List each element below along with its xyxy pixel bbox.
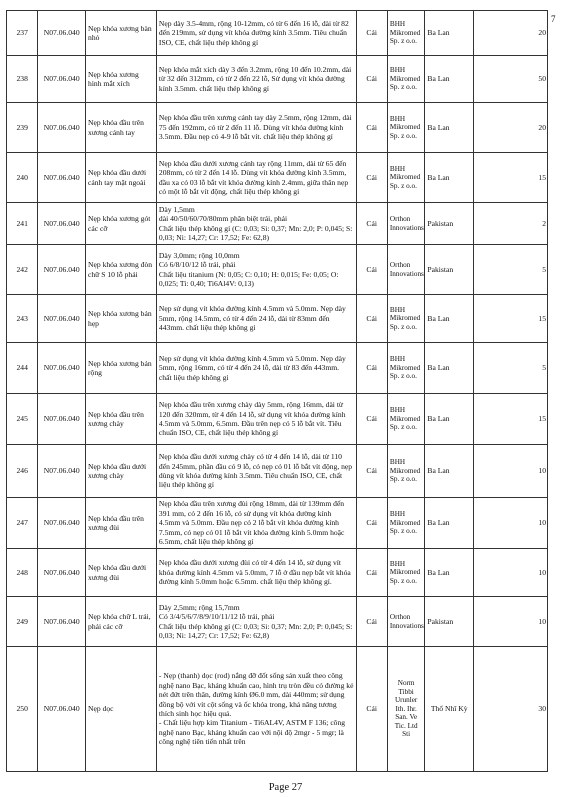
unit: Cái xyxy=(356,245,387,295)
row-number: 244 xyxy=(7,343,38,394)
table-row xyxy=(7,343,548,394)
page-number: Page 27 xyxy=(268,782,303,793)
unit: Cái xyxy=(356,498,387,549)
quantity: 30 xyxy=(474,647,548,772)
table-row xyxy=(7,647,548,772)
item-description: Dày 1,5mm dài 40/50/60/70/80mm phân biệt trái, phải Chất liệu thép không gỉ (C: 0,03; Si: 0,37; Mn: 2,0; P: 0,045; S: 0,03; Ni: 14,27; Cr: 17,52; Fe: 62,8) xyxy=(156,203,356,245)
item-description: Nẹp khóa đầu dưới xương cánh tay rộng 11mm, dài từ 65 đến 208mm, có từ 2 đến 14 lỗ. Dùng vít khóa đường kính 3.5mm, đầu xa có 03 lỗ bắt vít khóa đường kính 2.4mm, giữa thân nẹp có một lỗ bắt vít động, chất liệu thép không gỉ xyxy=(156,153,356,203)
quantity: 2 xyxy=(474,203,548,245)
unit: Cái xyxy=(356,445,387,498)
item-name: Nẹp khóa đầu trên xương cánh tay xyxy=(86,103,157,153)
quantity: 15 xyxy=(474,394,548,445)
country-of-origin: Ba Lan xyxy=(425,153,474,203)
item-code: N07.06.040 xyxy=(38,245,86,295)
item-code: N07.06.040 xyxy=(38,56,86,103)
row-number: 239 xyxy=(7,103,38,153)
item-code: N07.06.040 xyxy=(38,647,86,772)
row-number: 242 xyxy=(7,245,38,295)
manufacturer: BHH Mikromed Sp. z o.o. xyxy=(387,103,424,153)
manufacturer: BHH Mikromed Sp. z o.o. xyxy=(387,498,424,549)
item-code: N07.06.040 xyxy=(38,203,86,245)
manufacturer: BHH Mikromed Sp. z o.o. xyxy=(387,394,424,445)
unit: Cái xyxy=(356,295,387,343)
quantity: 10 xyxy=(474,597,548,647)
row-number: 247 xyxy=(7,498,38,549)
item-name: Nẹp khóa xương bàn nhỏ xyxy=(86,11,157,56)
manufacturer: BHH Mikromed Sp. z o.o. xyxy=(387,343,424,394)
item-description: Nẹp khóa đầu trên xương cánh tay dày 2.5mm, rộng 12mm, dài 75 đến 192mm, có từ 2 đến 11 lỗ. Dùng vít khóa đường kính 3.5mm. Đầu nẹp có 4-9 lỗ bắt vít. chất liệu thép không gỉ xyxy=(156,103,356,153)
table-row xyxy=(7,56,548,103)
country-of-origin: Ba Lan xyxy=(425,343,474,394)
item-name: Nẹp khóa xương hình mắt xích xyxy=(86,56,157,103)
table-row xyxy=(7,597,548,647)
country-of-origin: Ba Lan xyxy=(425,549,474,597)
item-description: Nẹp khóa đầu dưới xương đùi có từ 4 đến 14 lỗ, sử dụng vít khóa đường kính 4.5mm và 5.0mm, 7 lỗ ở đầu nẹp bắt vít khóa đường kính 5.0mm hoặc 6.5mm. chất liệu thép không gỉ. xyxy=(156,549,356,597)
item-name: Nẹp dọc xyxy=(86,647,157,772)
item-description: Nẹp khóa đầu trên xương đùi rộng 18mm, dài từ 139mm đến 391 mm, có 2 đến 16 lỗ, có sử dụng vít khóa đường kính 4.5mm và 5.0mm. Đầu nẹp có 2 lỗ bắt vít khóa đường kính 7.5mm, có nẹp có 01 lỗ bắt vít khóa đường kính 5.0mm hoặc 6.5mm, chất liệu thép không gỉ xyxy=(156,498,356,549)
item-name: Nẹp khóa đầu dưới xương đùi xyxy=(86,549,157,597)
manufacturer: BHH Mikromed Sp. z o.o. xyxy=(387,11,424,56)
table-body xyxy=(7,11,548,772)
row-number: 248 xyxy=(7,549,38,597)
row-number: 237 xyxy=(7,11,38,56)
item-description: Nẹp sử dụng vít khóa đường kính 4.5mm và 5.0mm. Nẹp dày 5mm, rộng 14.5mm, có từ 4 đến 24 lỗ, dài từ 83mm đến 443mm. chất liệu thép không gỉ xyxy=(156,295,356,343)
country-of-origin: Thổ Nhĩ Kỳ xyxy=(425,647,474,772)
row-number: 250 xyxy=(7,647,38,772)
item-name: Nẹp khóa đầu trên xương chày xyxy=(86,394,157,445)
quantity: 50 xyxy=(474,56,548,103)
country-of-origin: Ba Lan xyxy=(425,103,474,153)
row-number: 246 xyxy=(7,445,38,498)
manufacturer: BHH Mikromed Sp. z o.o. xyxy=(387,295,424,343)
unit: Cái xyxy=(356,597,387,647)
country-of-origin: Ba Lan xyxy=(425,445,474,498)
manufacturer: BHH Mikromed Sp. z o.o. xyxy=(387,56,424,103)
item-name: Nẹp khóa đầu trên xương đùi xyxy=(86,498,157,549)
row-number: 249 xyxy=(7,597,38,647)
unit: Cái xyxy=(356,56,387,103)
quantity: 5 xyxy=(474,245,548,295)
manufacturer: BHH Mikromed Sp. z o.o. xyxy=(387,153,424,203)
country-of-origin: Ba Lan xyxy=(425,295,474,343)
unit: Cái xyxy=(356,343,387,394)
unit: Cái xyxy=(356,549,387,597)
country-of-origin: Pakistan xyxy=(425,245,474,295)
row-number: 238 xyxy=(7,56,38,103)
unit: Cái xyxy=(356,394,387,445)
row-number: 245 xyxy=(7,394,38,445)
item-name: Nẹp khóa xương gót các cỡ xyxy=(86,203,157,245)
quantity: 5 xyxy=(474,343,548,394)
country-of-origin: Ba Lan xyxy=(425,394,474,445)
quantity: 10 xyxy=(474,445,548,498)
table-row xyxy=(7,103,548,153)
item-code: N07.06.040 xyxy=(38,394,86,445)
item-code: N07.06.040 xyxy=(38,549,86,597)
item-code: N07.06.040 xyxy=(38,343,86,394)
item-name: Nẹp khóa xương đòn chữ S 10 lỗ phải xyxy=(86,245,157,295)
item-code: N07.06.040 xyxy=(38,11,86,56)
manufacturer: BHH Mikromed Sp. z o.o. xyxy=(387,445,424,498)
manufacturer: Orthon Innovations xyxy=(387,245,424,295)
quantity: 15 xyxy=(474,295,548,343)
item-description: Dày 2,5mm; rộng 15,7mm Có 3/4/5/6/7/8/9/10/11/12 lỗ trái, phải Chất liệu thép không gỉ (C: 0,03; Si: 0,37; Mn: 2,0; P: 0,045; S: 0,03; Ni: 14,27; Cr: 17,52; Fe: 62,8) xyxy=(156,597,356,647)
item-description: Dày 3,0mm; rộng 10,0mm Có 6/8/10/12 lỗ trái, phải Chất liệu titanium (N: 0,05; C: 0,10; H: 0,015; Fe: 0,05; O: 0,025; Ti: 0,40; Ti6Al4V: 0,13) xyxy=(156,245,356,295)
table-row xyxy=(7,245,548,295)
item-code: N07.06.040 xyxy=(38,103,86,153)
manufacturer: Orthon Innovations xyxy=(387,203,424,245)
country-of-origin: Pakistan xyxy=(425,597,474,647)
item-code: N07.06.040 xyxy=(38,153,86,203)
manufacturer: Orthon Innovations xyxy=(387,597,424,647)
item-description: Nẹp dày 3.5-4mm, rộng 10-12mm, có từ 6 đến 16 lỗ, dài từ 82 đến 219mm, sử dụng vít khóa đường kính 3.5mm. Tiêu chuẩn ISO, CE, chất liệu thép không gỉ xyxy=(156,11,356,56)
unit: Cái xyxy=(356,203,387,245)
manufacturer: BHH Mikromed Sp. z o.o. xyxy=(387,549,424,597)
country-of-origin: Pakistan xyxy=(425,203,474,245)
country-of-origin: Ba Lan xyxy=(425,498,474,549)
item-name: Nẹp khóa xương bản hẹp xyxy=(86,295,157,343)
item-description: Nẹp sử dụng vít khóa đường kính 4.5mm và 5.0mm. Nẹp dày 5mm, rộng 16mm, có từ 4 đến 24 lỗ, dài từ 83 đến 443mm. chất liệu thép không gỉ xyxy=(156,343,356,394)
item-name: Nẹp khóa đầu dưới xương chày xyxy=(86,445,157,498)
corner-mark: 7 xyxy=(551,14,556,24)
table-row xyxy=(7,445,548,498)
unit: Cái xyxy=(356,153,387,203)
table-row xyxy=(7,295,548,343)
item-description: Nẹp khóa đầu trên xương chày dày 5mm, rộng 16mm, dài từ 120 đến 320mm, từ 4 đến 14 lỗ, sử dụng vít khóa đường kính 4.5mm và 5.0mm, 6.5mm. Đầu trên nẹp có 5 lỗ bắt vít. Tiêu chuẩn ISO, CE, chất liệu thép không gỉ xyxy=(156,394,356,445)
item-name: Nẹp khóa chữ L trái, phải các cỡ xyxy=(86,597,157,647)
item-description: - Nẹp (thanh) dọc (rod) nắng đỡ đốt sống sản xuất theo công nghệ nano Bạc, kháng khuẩn cao, hình trụ tròn đều có đường kẻ nét đứt trên thân, đường kính Ø6.0 mm, dài 440mm; sử dụng đồng bộ với vít cột sống và ốc khóa trong, khả năng tương thích sinh học hiệu quả. - Chất liệu hợp kim Titanium - Ti6AL4V, ASTM F 136; công nghệ nano Bạc, kháng khuẩn cao với nội độ 2mgr - 5 mgr; là công nghệ tiên tiến nhất trên xyxy=(156,647,356,772)
row-number: 243 xyxy=(7,295,38,343)
table-row xyxy=(7,11,548,56)
quantity: 20 xyxy=(474,103,548,153)
item-code: N07.06.040 xyxy=(38,445,86,498)
row-number: 240 xyxy=(7,153,38,203)
table-row xyxy=(7,549,548,597)
country-of-origin: Ba Lan xyxy=(425,11,474,56)
price-table xyxy=(6,10,548,772)
table-row xyxy=(7,153,548,203)
quantity: 10 xyxy=(474,498,548,549)
country-of-origin: Ba Lan xyxy=(425,56,474,103)
item-code: N07.06.040 xyxy=(38,498,86,549)
quantity: 20 xyxy=(474,11,548,56)
item-description: Nẹp khóa mắt xích dày 3 đến 3.2mm, rộng 10 đến 10.2mm, dài từ 32 đến 312mm, có từ 2 đến 22 lỗ, Sử dụng vít khóa đường kính 3.5mm. chất liệu thép không gỉ xyxy=(156,56,356,103)
row-number: 241 xyxy=(7,203,38,245)
unit: Cái xyxy=(356,103,387,153)
quantity: 15 xyxy=(474,153,548,203)
unit: Cái xyxy=(356,11,387,56)
item-code: N07.06.040 xyxy=(38,295,86,343)
table-row xyxy=(7,203,548,245)
item-description: Nẹp khóa đầu dưới xương chày có từ 4 đến 14 lỗ, dài từ 110 đến 245mm, phần đầu có 9 lỗ, có nẹp có 01 lỗ bắt vít động, nẹp dùng vít khóa đường kính 3.5mm. Tiêu chuẩn ISO, CE, chất liệu thép không gỉ xyxy=(156,445,356,498)
item-name: Nẹp khóa đầu dưới cánh tay mặt ngoài xyxy=(86,153,157,203)
item-code: N07.06.040 xyxy=(38,597,86,647)
item-name: Nẹp khóa xương bản rộng xyxy=(86,343,157,394)
quantity: 10 xyxy=(474,549,548,597)
table-row xyxy=(7,394,548,445)
table-row xyxy=(7,498,548,549)
manufacturer: Norm Tibbi Urunler Ith. Ihr. San. Ve Tic. Ltd Sti xyxy=(387,647,424,772)
unit: Cái xyxy=(356,647,387,772)
